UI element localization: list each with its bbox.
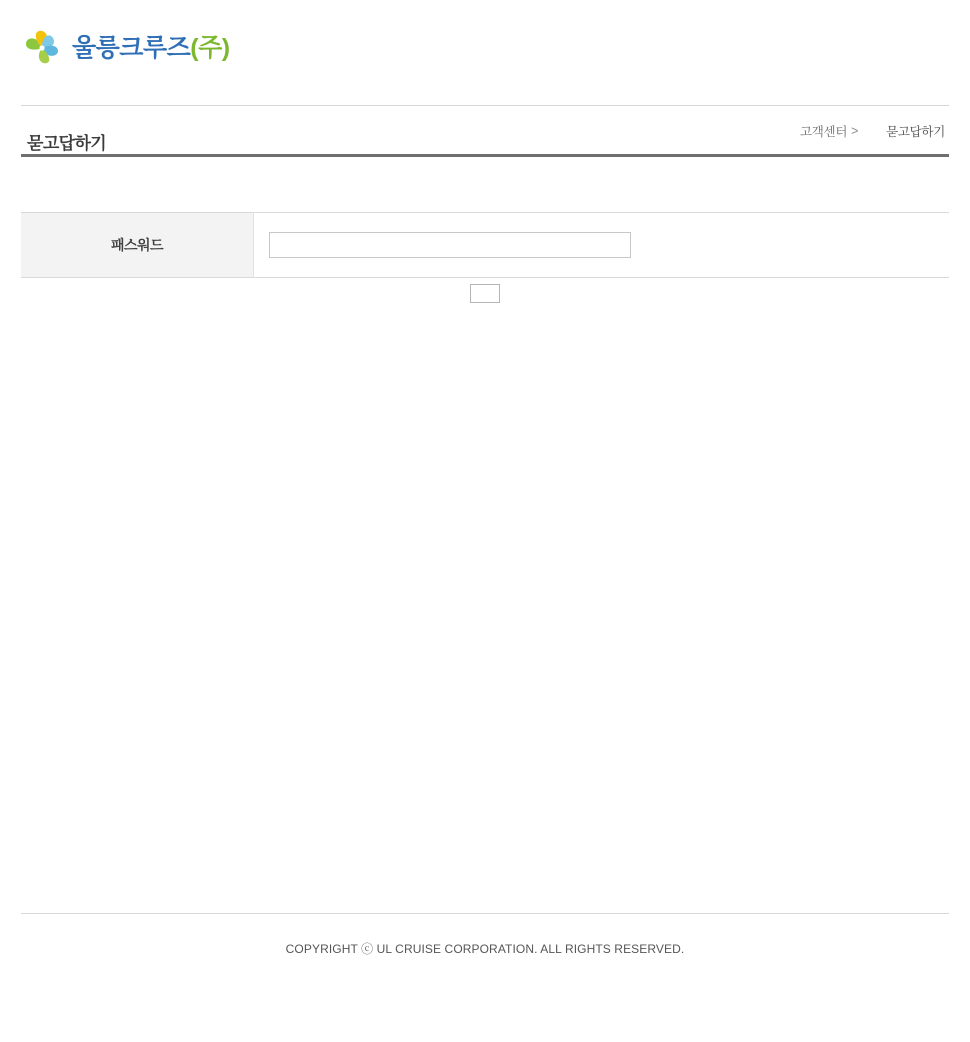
brand-name — [72, 33, 230, 62]
site-header — [0, 0, 970, 105]
breadcrumb-separator-icon: > — [851, 124, 859, 138]
pinwheel-flower-logo-icon — [21, 27, 63, 69]
site-footer — [21, 913, 949, 957]
table-row — [21, 213, 949, 278]
breadcrumb-parent[interactable]: 고객센터 — [800, 125, 848, 139]
password-input[interactable] — [269, 232, 631, 258]
site-logo-link[interactable] — [21, 27, 230, 69]
breadcrumb-current: 묻고답하기 — [886, 125, 945, 139]
page-title: 묻고답하기 — [27, 134, 107, 154]
title-bar — [21, 105, 949, 157]
brand-name-suffix: (주) — [190, 33, 230, 62]
password-field-cell — [254, 213, 950, 278]
password-label: 패스워드 — [21, 213, 254, 278]
password-form-table — [21, 212, 949, 278]
submit-row — [21, 278, 949, 307]
copyright-text: COPYRIGHT ⓒ UL CRUISE CORPORATION. ALL RIGHTS RESERVED. — [285, 942, 685, 956]
breadcrumb — [800, 122, 945, 140]
brand-name-primary: 울릉크루즈 — [72, 33, 191, 62]
submit-button[interactable] — [470, 284, 500, 303]
main-content — [21, 212, 949, 307]
